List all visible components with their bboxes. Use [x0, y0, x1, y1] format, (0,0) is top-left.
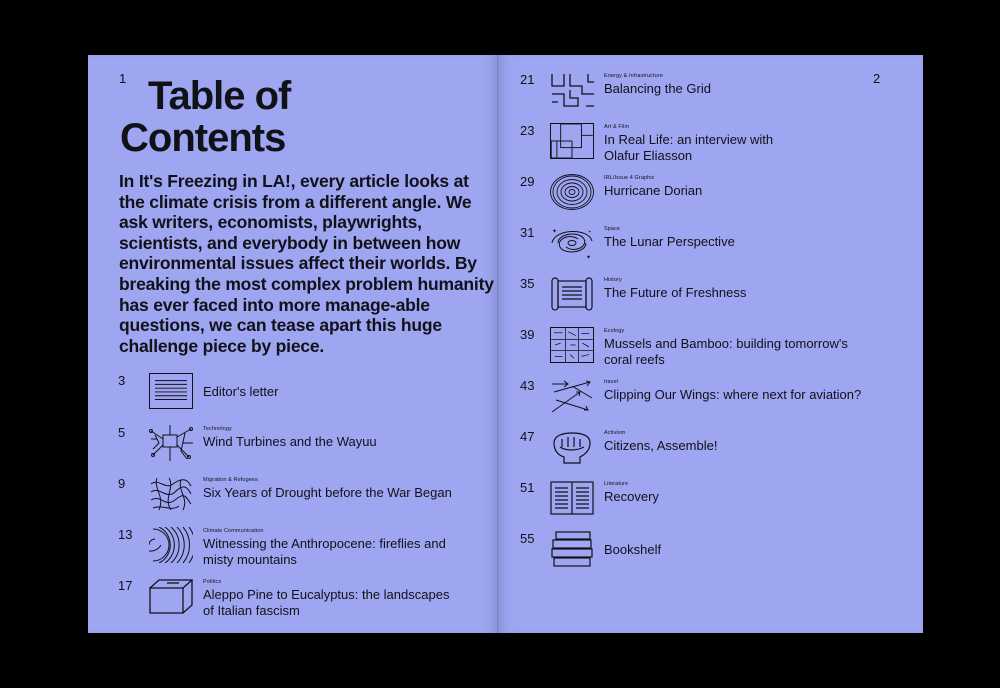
entry-category: Literature: [604, 481, 629, 487]
entry-title: Hurricane Dorian: [604, 183, 703, 198]
entry-page-number: 47: [520, 429, 535, 444]
entry-title: Six Years of Drought before the War Began: [203, 485, 452, 500]
entry-page-number: 17: [118, 578, 133, 593]
entry-page-number: 5: [118, 425, 126, 440]
diagram-icon: [550, 327, 594, 363]
entry-category: travel: [604, 379, 619, 385]
galaxy-icon: [550, 225, 594, 261]
entry-category: History: [604, 277, 622, 283]
page-number: 2: [873, 71, 881, 86]
entry-page-number: 21: [520, 72, 535, 87]
frames-icon: [550, 123, 594, 159]
entry-category: Activism: [604, 430, 626, 436]
page-title: [120, 75, 290, 159]
entry-category: Energy & Infrastructure: [604, 73, 663, 79]
entry-title-line-2: of Italian fascism: [203, 603, 300, 618]
box-icon: [149, 578, 193, 614]
entry-title: Mussels and Bamboo: building tomorrow's: [604, 336, 848, 351]
entry-title: Balancing the Grid: [604, 81, 711, 96]
tangle-icon: [149, 476, 193, 512]
title-line-1: Table of: [148, 74, 291, 118]
entry-page-number: 31: [520, 225, 535, 240]
intro-paragraph: In It's Freezing in LA!, every article looks at the climate crisis from a different angle. We ask writers, economists, playwrights, scientists, and everybody in between how environmental issues affect their worlds. By breaking the most complex problem humanity has ever faced into more manage-able questions, we can tease apart this huge challenge piece by piece.: [119, 171, 494, 356]
entry-title: Bookshelf: [604, 542, 662, 557]
entry-category: Ecology: [604, 328, 625, 334]
entry-page-number: 13: [118, 527, 133, 542]
entry-title: Aleppo Pine to Eucalyptus: the landscapes: [203, 587, 450, 602]
entry-page-number: 51: [520, 480, 535, 495]
right-page: [498, 55, 923, 633]
entry-page-number: 43: [520, 378, 535, 393]
entry-title-line-2: misty mountains: [203, 552, 297, 567]
entry-title: In Real Life: an interview with: [604, 132, 774, 147]
entry-title: The Future of Freshness: [604, 285, 747, 300]
entry-title: Editor's letter: [203, 384, 279, 399]
entry-page-number: 55: [520, 531, 535, 546]
entry-page-number: 23: [520, 123, 535, 138]
left-page: [88, 55, 498, 633]
entry-title-line-2: coral reefs: [604, 352, 665, 367]
entry-page-number: 39: [520, 327, 535, 342]
arrows-icon: [550, 378, 594, 414]
entry-title: Wind Turbines and the Wayuu: [203, 434, 377, 449]
entry-category: Climate Communication: [203, 528, 264, 534]
entry-title: Recovery: [604, 489, 659, 504]
entry-category: IRL/Issue 4 Graphic: [604, 175, 655, 181]
entry-page-number: 9: [118, 476, 126, 491]
entry-category: Space: [604, 226, 621, 232]
hurricane-icon: [550, 174, 594, 210]
book-stack-icon: [550, 531, 594, 567]
entry-category: Art & Film: [604, 124, 630, 130]
grid-icon: [550, 72, 594, 108]
title-line-2: Contents: [120, 116, 286, 160]
open-book-icon: [550, 480, 594, 516]
scroll-icon: [550, 276, 594, 312]
entry-title: Witnessing the Anthropocene: fireflies and: [203, 536, 446, 551]
entry-title-line-2: Olafur Eliasson: [604, 148, 693, 163]
entry-category: Migration & Refugees: [203, 477, 258, 483]
lined-page-icon: [149, 373, 193, 409]
page-number: 1: [119, 71, 127, 86]
entry-title: Clipping Our Wings: where next for aviation?: [604, 387, 862, 402]
svg-text:✦: ✦: [586, 255, 592, 261]
fist-icon: [550, 429, 594, 465]
entry-page-number: 35: [520, 276, 535, 291]
ripple-icon: [149, 527, 193, 563]
entry-title: Citizens, Assemble!: [604, 438, 718, 453]
entry-category: Technology: [203, 426, 232, 432]
entry-page-number: 29: [520, 174, 535, 189]
entry-page-number: 3: [118, 373, 126, 388]
entry-title: The Lunar Perspective: [604, 234, 735, 249]
svg-text:✦: ✦: [552, 229, 558, 235]
entry-category: Politics: [203, 579, 222, 585]
circuit-icon: [149, 425, 193, 461]
svg-text:✦: ✦: [588, 229, 592, 234]
